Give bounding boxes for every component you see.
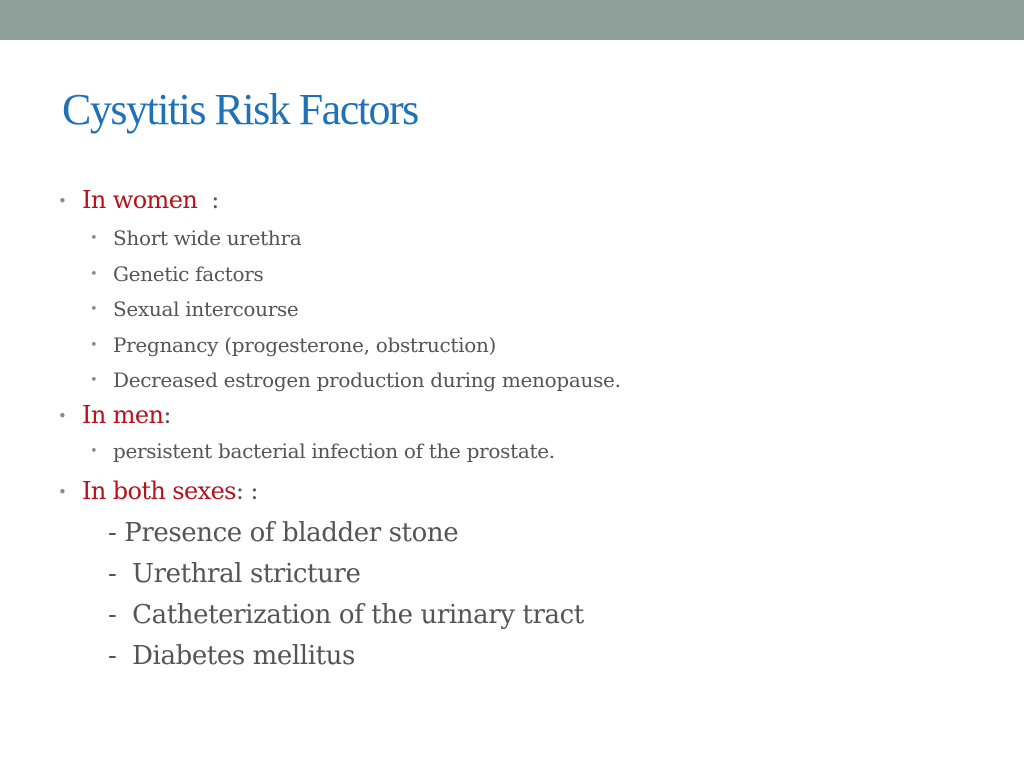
both-sexes-heading: In both sexes [82, 476, 236, 505]
slide-title: Cysytitis Risk Factors [62, 85, 418, 134]
list-item: - Catheterization of the urinary tract [108, 599, 584, 630]
list-item: - Presence of bladder stone [108, 517, 459, 548]
bullet-women [58, 185, 978, 215]
list-item: • Short wide urethra [58, 221, 978, 257]
men-heading: In men [82, 400, 164, 429]
list-item: - Urethral stricture [108, 558, 361, 589]
bullet-men [58, 400, 978, 430]
bullet-both-sexes [58, 476, 978, 506]
women-heading-suffix: : [197, 186, 219, 214]
women-risk-list [58, 221, 978, 399]
list-item: • persistent bacterial infection of the prostate. [58, 434, 978, 470]
both-sexes-heading-suffix: : : [235, 476, 258, 505]
men-risk-list [58, 434, 978, 470]
women-heading: In women [82, 186, 198, 214]
slide-body [58, 185, 978, 677]
men-heading-suffix: : [163, 400, 171, 429]
top-accent-bar [0, 0, 1024, 40]
both-sexes-risk-list [58, 513, 978, 677]
list-item: • Genetic factors [58, 257, 978, 293]
list-item: • Pregnancy (progesterone, obstruction) [58, 328, 978, 364]
list-item: • Sexual intercourse [58, 292, 978, 328]
list-item: • Decreased estrogen production during menopause. [58, 363, 978, 399]
list-item: - Diabetes mellitus [108, 640, 355, 671]
